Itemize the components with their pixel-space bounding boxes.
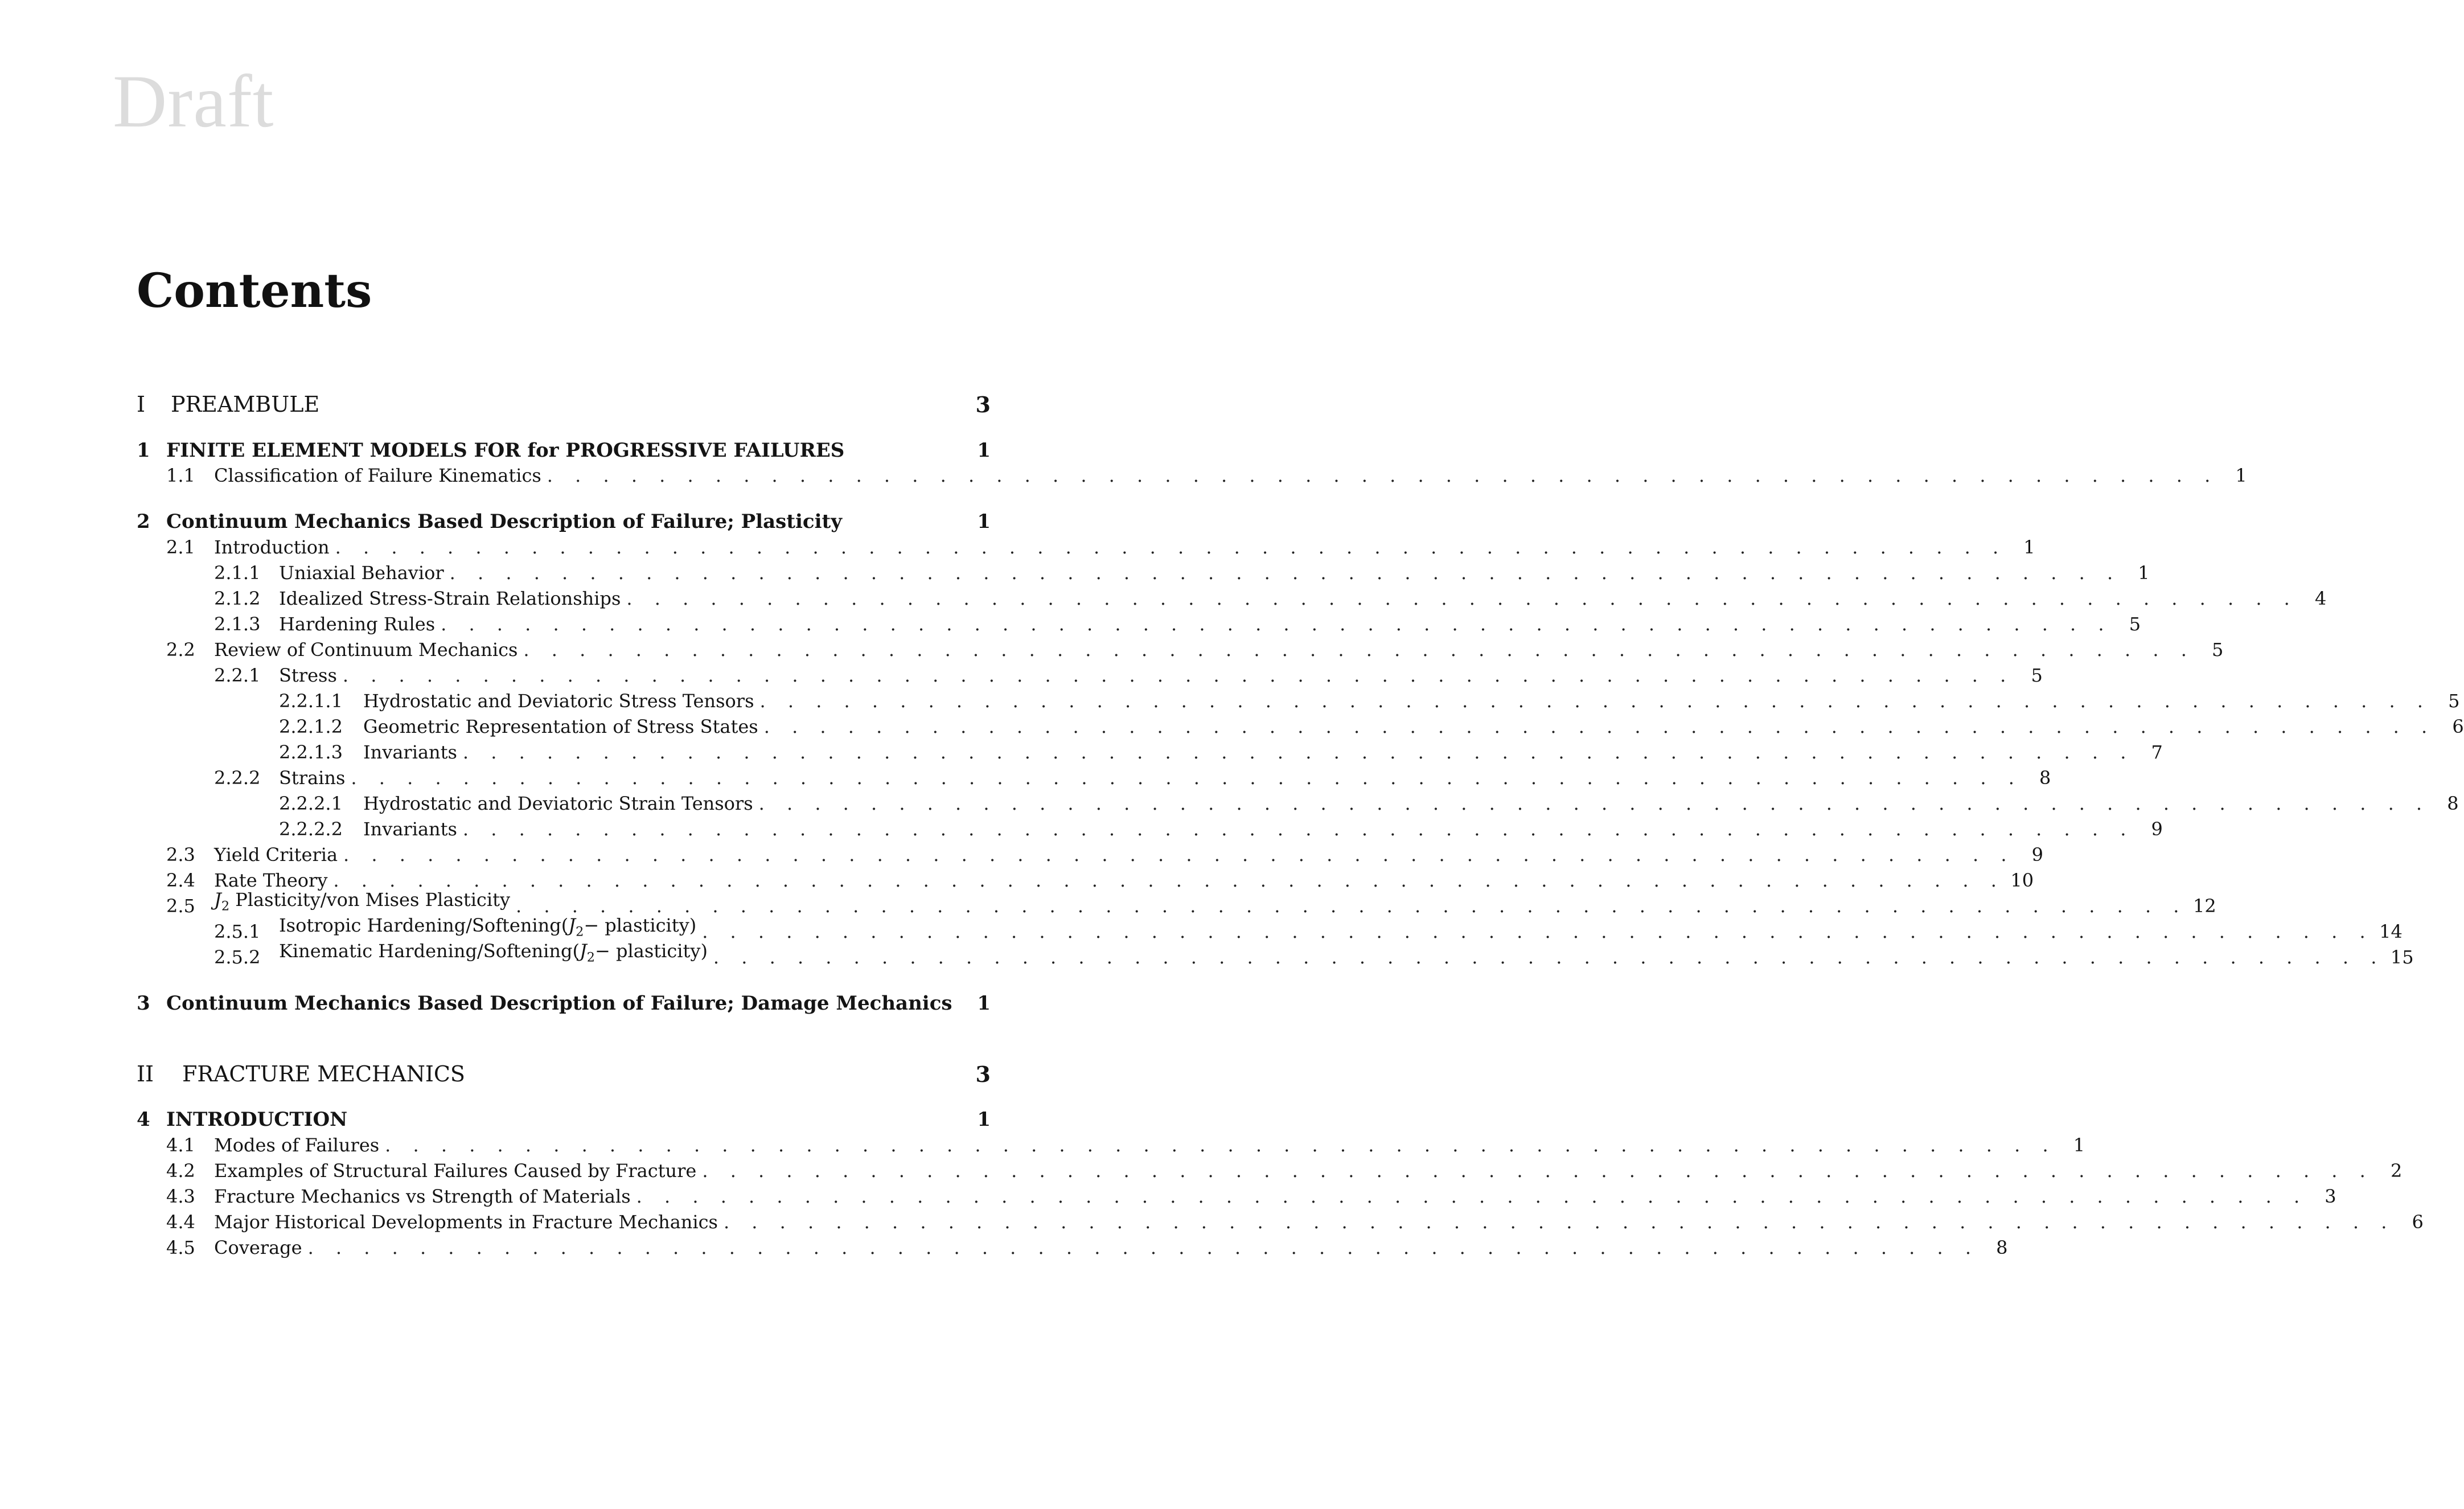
section-title: Modes of Failures (214, 1134, 380, 1156)
chapter-number: 3 (137, 992, 150, 1015)
page-number: 15 (2390, 946, 2414, 968)
dot-leader: . . . . . . . . . . . . . . . . . . . . . . . . . . . . . . . . . . . . . . . . . . . . . . . . . . . . . . . . . . . . (763, 716, 2436, 737)
toc-section-4-5[interactable] (137, 1235, 2008, 1261)
math-symbol-j: J (214, 888, 221, 911)
dot-leader: . . . . . . . . . . . . . . . . . . . . . . . . . . . . . . . . . . . . . . . . . . . . . . . . . . . . . . . . . . . . (441, 613, 2113, 635)
page-number: 5 (2212, 639, 2224, 661)
subsubsection-title: Hydrostatic and Deviatoric Stress Tensors (363, 690, 754, 712)
toc-section-2-2[interactable] (137, 637, 2224, 663)
part-title: FRACTURE MECHANICS (182, 1061, 465, 1086)
subsection-title-rest: − plasticity) (595, 940, 708, 962)
toc-chapter-1[interactable] (137, 438, 991, 464)
toc-chapter-4[interactable] (137, 1107, 991, 1133)
part-number: I (137, 392, 146, 417)
page-number: 6 (2452, 716, 2464, 737)
section-title: Examples of Structural Failures Caused by Fracture (214, 1160, 697, 1182)
subsubsection-title: Invariants (363, 818, 457, 840)
toc-section-4-2[interactable] (137, 1158, 2403, 1184)
page-number: 10 (2010, 870, 2034, 891)
section-title: Coverage (214, 1237, 302, 1258)
subsection-title: Hardening Rules (279, 613, 436, 635)
subsection-title: Idealized Stress-Strain Relationships (279, 588, 621, 609)
section-title: Review of Continuum Mechanics (214, 639, 518, 661)
dot-leader: . . . . . . . . . . . . . . . . . . . . . . . . . . . . . . . . . . . . . . . . . . . . . . . . . . . . . . . . . . . . (759, 690, 2432, 712)
subsection-title-prefix: Isotropic Hardening/Softening( (279, 914, 569, 936)
page-number: 1 (2138, 562, 2150, 584)
subsection-number: 2.2.2 (214, 767, 261, 789)
subsubsection-title: Geometric Representation of Stress States (363, 716, 758, 737)
toc-subsection-2-1-1[interactable] (137, 560, 2150, 586)
math-subscript: 2 (586, 950, 596, 965)
subsubsection-title: Hydrostatic and Deviatoric Strain Tensors (363, 793, 753, 814)
page-number: 8 (1996, 1237, 2008, 1258)
toc-subsubsection-2-2-2-1[interactable] (137, 791, 2459, 817)
dot-leader: . . . . . . . . . . . . . . . . . . . . . . . . . . . . . . . . . . . . . . . . . . . . . . . . . . . . . . . . . . . . (449, 562, 2121, 584)
section-title: Introduction (214, 536, 330, 558)
toc-subsection-2-1-3[interactable] (137, 612, 2141, 637)
toc-section-2-1[interactable] (137, 535, 2035, 560)
page-number: 4 (2314, 588, 2327, 609)
part-number: II (137, 1061, 154, 1086)
toc-part-1[interactable] (137, 392, 991, 417)
dot-leader: . . . . . . . . . . . . . . . . . . . . . . . . . . . . . . . . . . . . . . . . . . . . . . . . . . . . . . . . . . . . (307, 1237, 1980, 1258)
subsubsection-number: 2.2.2.1 (279, 793, 343, 814)
page-number: 3 (2325, 1186, 2336, 1207)
subsubsection-number: 2.2.1.3 (279, 741, 343, 763)
page-number: 3 (975, 1061, 991, 1087)
dot-leader: . . . . . . . . . . . . . . . . . . . . . . . . . . . . . . . . . . . . . . . . . . . . . . . . . . . . . . . . . . . . (351, 767, 2023, 789)
section-title: Rate Theory (214, 870, 328, 891)
dot-leader: . . . . . . . . . . . . . . . . . . . . . . . . . . . . . . . . . . . . . . . . . . . . . . . . . . . . . . . . . . . . (758, 793, 2430, 814)
toc-subsubsection-2-2-1-1[interactable] (137, 688, 2460, 714)
subsubsection-number: 2.2.2.2 (279, 818, 343, 840)
toc-section-4-1[interactable] (137, 1133, 2085, 1158)
page-number: 8 (2447, 793, 2459, 814)
subsection-title (279, 938, 708, 970)
dot-leader: . . . . . . . . . . . . . . . . . . . . . . . . . . . . . . . . . . . . . . . . . . . . . . . . . . . . . . . . . . . . (342, 665, 2014, 686)
dot-leader: . . . . . . . . . . . . . . . . . . . . . . . . . . . . . . . . . . . . . . . . . . . . . . . . . . . . . . . . . . . . (385, 1134, 2057, 1156)
toc-subsubsection-2-2-1-2[interactable] (137, 714, 2464, 740)
subsection-number: 2.1.1 (214, 562, 261, 584)
dot-leader: . . . . . . . . . . . . . . . . . . . . . . . . . . . . . . . . . . . . . . . . . . . . . . . . . . . . . . . . . . . . (516, 895, 2187, 917)
chapter-title: Continuum Mechanics Based Description of Failure; Plasticity (166, 510, 842, 533)
toc-chapter-3[interactable] (137, 991, 991, 1016)
chapter-title: INTRODUCTION (166, 1108, 348, 1131)
page-number: 14 (2379, 921, 2403, 942)
section-number: 4.2 (166, 1160, 195, 1182)
page-number: 1 (2023, 536, 2035, 558)
dot-leader: . . . . . . . . . . . . . . . . . . . . . . . . . . . . . . . . . . . . . . . . . . . . . . . . . . . . . . . . . . . . (462, 818, 2134, 840)
dot-leader: . . . . . . . . . . . . . . . . . . . . . . . . . . . . . . . . . . . . . . . . . . . . . . . . . . . . . . . . . . . . (462, 741, 2134, 763)
page-number: 5 (2031, 665, 2043, 686)
page-number: 1 (2073, 1134, 2085, 1156)
math-symbol-j: J (568, 914, 576, 936)
subsection-title-prefix: Kinematic Hardening/Softening( (279, 940, 580, 962)
section-number: 4.3 (166, 1186, 195, 1207)
toc-section-2-3[interactable] (137, 842, 2043, 868)
page-number: 3 (975, 392, 991, 417)
page-number: 9 (2151, 818, 2163, 840)
subsection-title: Strains (279, 767, 346, 789)
section-title: Major Historical Developments in Fracture Mechanics (214, 1211, 718, 1233)
dot-leader: . . . . . . . . . . . . . . . . . . . . . . . . . . . . . . . . . . . . . . . . . . . . . . . . . . . . . . . . . . . . (333, 870, 2005, 891)
page-number: 7 (2151, 741, 2163, 763)
subsection-number: 2.5.1 (214, 921, 261, 942)
dot-leader: . . . . . . . . . . . . . . . . . . . . . . . . . . . . . . . . . . . . . . . . . . . . . . . . . . . . . . . . . . . . (702, 921, 2374, 942)
dot-leader: . . . . . . . . . . . . . . . . . . . . . . . . . . . . . . . . . . . . . . . . . . . . . . . . . . . . . . . . . . . . (343, 844, 2015, 866)
dot-leader: . . . . . . . . . . . . . . . . . . . . . . . . . . . . . . . . . . . . . . . . . . . . . . . . . . . . . . . . . . . . (636, 1186, 2308, 1207)
subsection-title: Stress (279, 665, 337, 686)
dot-leader: . . . . . . . . . . . . . . . . . . . . . . . . . . . . . . . . . . . . . . . . . . . . . . . . . . . . . . . . . . . . (713, 946, 2385, 968)
math-subscript: 2 (221, 899, 230, 913)
toc-subsection-2-5-2[interactable] (137, 940, 2414, 970)
section-title-rest: Plasticity/von Mises Plasticity (229, 888, 511, 911)
toc-section-4-3[interactable] (137, 1184, 2336, 1209)
subsection-title-rest: − plasticity) (584, 914, 697, 936)
page-title: Contents (137, 264, 372, 318)
chapter-number: 1 (137, 439, 150, 462)
page-number: 1 (977, 992, 991, 1015)
section-title: Yield Criteria (214, 844, 338, 866)
toc-subsection-2-2-1[interactable] (137, 663, 2043, 688)
dot-leader: . . . . . . . . . . . . . . . . . . . . . . . . . . . . . . . . . . . . . . . . . . . . . . . . . . . . . . . . . . . . (702, 1160, 2374, 1182)
section-number: 4.5 (166, 1237, 195, 1258)
page-number: 5 (2448, 690, 2460, 712)
section-number: 2.4 (166, 870, 195, 891)
toc-chapter-2[interactable] (137, 509, 991, 535)
math-subscript: 2 (576, 924, 584, 939)
page-number: 1 (977, 439, 991, 462)
page-number: 1 (977, 510, 991, 533)
toc-part-2[interactable] (137, 1061, 991, 1087)
chapter-number: 4 (137, 1108, 150, 1131)
section-number: 2.3 (166, 844, 195, 866)
toc-subsubsection-2-2-1-3[interactable] (137, 740, 2163, 765)
dot-leader: . . . . . . . . . . . . . . . . . . . . . . . . . . . . . . . . . . . . . . . . . . . . . . . . . . . . . . . . . . . . (547, 465, 2219, 486)
page-number: 5 (2129, 613, 2141, 635)
section-number: 4.1 (166, 1134, 195, 1156)
subsubsection-title: Invariants (363, 741, 457, 763)
draft-watermark: Draft (113, 59, 274, 143)
subsection-number: 2.1.3 (214, 613, 261, 635)
section-number: 2.1 (166, 536, 195, 558)
dot-leader: . . . . . . . . . . . . . . . . . . . . . . . . . . . . . . . . . . . . . . . . . . . . . . . . . . . . . . . . . . . . (335, 536, 2007, 558)
subsubsection-number: 2.2.1.1 (279, 690, 343, 712)
chapter-title: Continuum Mechanics Based Description of Failure; Damage Mechanics (166, 992, 952, 1015)
chapter-number: 2 (137, 510, 150, 533)
page-number: 9 (2031, 844, 2043, 866)
section-number: 1.1 (166, 465, 195, 486)
section-number: 2.2 (166, 639, 195, 661)
page-number: 2 (2390, 1160, 2403, 1182)
page-number: 1 (2235, 465, 2247, 486)
dot-leader: . . . . . . . . . . . . . . . . . . . . . . . . . . . . . . . . . . . . . . . . . . . . . . . . . . . . . . . . . . . . (626, 588, 2298, 609)
chapter-title: FINITE ELEMENT MODELS FOR for PROGRESSIVE FAILURES (166, 439, 845, 462)
section-number: 2.5 (166, 895, 195, 917)
section-title: Classification of Failure Kinematics (214, 465, 541, 486)
toc-subsubsection-2-2-2-2[interactable] (137, 817, 2163, 842)
subsection-number: 2.5.2 (214, 946, 261, 968)
part-title: PREAMBULE (171, 392, 320, 417)
page-number: 1 (977, 1108, 991, 1131)
page-number: 6 (2412, 1211, 2424, 1233)
page-number: 12 (2192, 895, 2216, 917)
section-title: Fracture Mechanics vs Strength of Materials (214, 1186, 631, 1207)
toc-section-1-1[interactable] (137, 463, 2247, 489)
subsection-number: 2.1.2 (214, 588, 261, 609)
math-symbol-j: J (579, 940, 587, 962)
dot-leader: . . . . . . . . . . . . . . . . . . . . . . . . . . . . . . . . . . . . . . . . . . . . . . . . . . . . . . . . . . . . (723, 1211, 2395, 1233)
toc-subsection-2-2-2[interactable] (137, 765, 2051, 791)
subsection-title: Uniaxial Behavior (279, 562, 444, 584)
toc-subsection-2-1-2[interactable] (137, 586, 2327, 612)
dot-leader: . . . . . . . . . . . . . . . . . . . . . . . . . . . . . . . . . . . . . . . . . . . . . . . . . . . . . . . . . . . . (523, 639, 2195, 661)
subsubsection-number: 2.2.1.2 (279, 716, 343, 737)
toc-section-4-4[interactable] (137, 1209, 2424, 1235)
page-number: 8 (2039, 767, 2051, 789)
subsection-number: 2.2.1 (214, 665, 261, 686)
section-number: 4.4 (166, 1211, 195, 1233)
